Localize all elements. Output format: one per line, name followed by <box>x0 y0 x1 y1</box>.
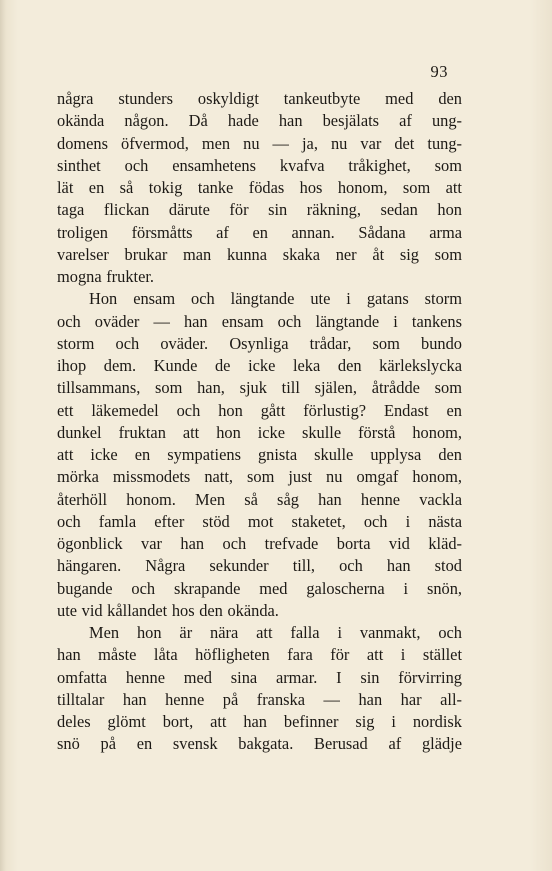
text-line: ett läkemedel och hon gått förlustig? Endast en <box>57 400 462 420</box>
text-line: några stunders oskyldigt tankeutbyte med den <box>57 89 462 108</box>
text-line: sinthet och ensamhetens kvafva tråkighet, som <box>57 155 462 175</box>
text-line: han måste låta höfligheten fara för att i stället <box>57 645 462 665</box>
text-line: storm och oväder. Osynliga trådar, som bundo <box>57 333 462 353</box>
text-line: att icke en sympatiens gnista skulle upplysa den <box>57 445 462 464</box>
text-line: ute vid kållandet hos den okända. <box>57 600 279 620</box>
text-line: mogna frukter. <box>57 267 154 286</box>
text-line: snö på en svensk bakgata. Berusad af glädje <box>57 734 462 754</box>
text-line: tillsammans, som han, sjuk till själen, åtrådde som <box>57 378 462 398</box>
text-line: Hon ensam och längtande ute i gatans storm <box>89 289 462 309</box>
text-line: taga flickan därute för sin räkning, sedan hon <box>57 200 462 220</box>
text-line: återhöll honom. Men så såg han henne vackla <box>57 489 462 509</box>
text-line: tilltalar han henne på franska — han har all- <box>57 689 462 709</box>
text-line: mörka missmodets natt, som just nu omgaf honom, <box>57 467 462 487</box>
text-line: och famla efter stöd mot staketet, och i nästa <box>57 511 462 531</box>
text-line: ögonblick var han och trefvade borta vid kläd- <box>57 534 462 553</box>
text-line: troligen försmåtts af en annan. Sådana arma <box>57 222 462 242</box>
body-text <box>57 88 462 756</box>
text-line: ihop dem. Kunde de icke leka den kärlekslycka <box>57 356 462 375</box>
text-line: Men hon är nära att falla i vanmakt, och <box>89 623 462 642</box>
text-line: lät en så tokig tanke födas hos honom, som att <box>57 178 462 197</box>
text-line: varelser brukar man kunna skaka ner åt sig som <box>57 244 462 264</box>
text-line: domens öfvermod, men nu — ja, nu var det tung- <box>57 133 462 153</box>
text-line: bugande och skrapande med galoscherna i snön, <box>57 578 462 598</box>
text-line: hängaren. Några sekunder till, och han stod <box>57 556 462 576</box>
text-line: omfatta henne med sina armar. I sin förvirring <box>57 667 462 687</box>
text-line: deles glömt bort, att han befinner sig i nordisk <box>57 712 462 731</box>
text-line: och oväder — han ensam och längtande i tankens <box>57 311 462 331</box>
page-number: 93 <box>430 62 448 81</box>
text-line: dunkel fruktan att hon icke skulle förstå honom, <box>57 422 462 442</box>
text-line: okända någon. Då hade han besjälats af ung- <box>57 111 462 131</box>
